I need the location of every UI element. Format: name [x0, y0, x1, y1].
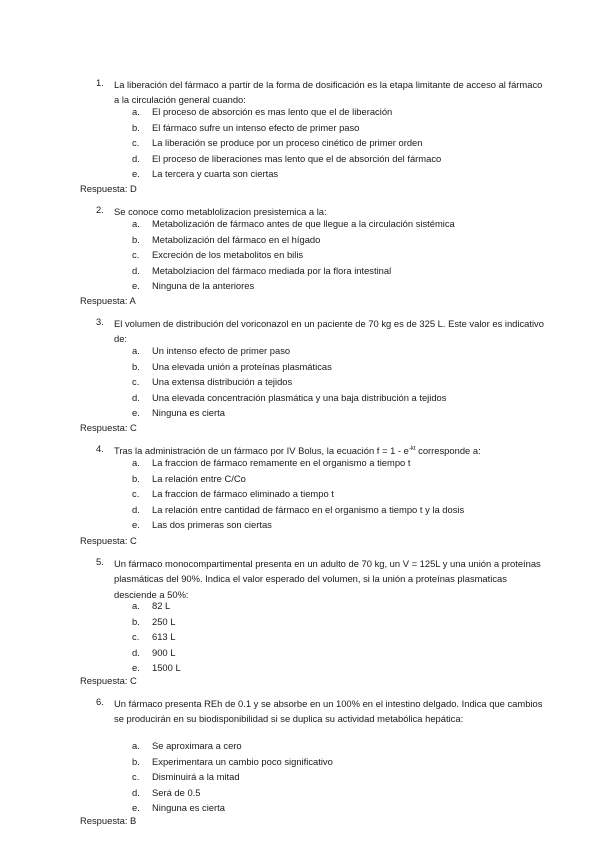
option-text: 1500 L [152, 662, 181, 673]
exponent: -kt [408, 446, 416, 452]
option-a [132, 455, 410, 471]
option-letter: d. [132, 153, 140, 164]
option-text: El fármaco sufre un intenso efecto de primer paso [152, 122, 360, 133]
option-text: La fraccion de fármaco eliminado a tiempo t [152, 488, 334, 499]
option-letter: c. [132, 249, 140, 260]
option-text: Ninguna es cierta [152, 407, 225, 418]
option-c [132, 486, 334, 502]
option-letter: e. [132, 407, 140, 418]
option-letter: b. [132, 616, 140, 627]
option-a [132, 104, 392, 120]
question-text-end: corresponde a: [415, 445, 481, 456]
option-e [132, 660, 181, 676]
option-b [132, 232, 320, 248]
option-text: Experimentara un cambio poco significativo [152, 756, 333, 767]
option-letter: a. [132, 218, 140, 229]
answer-label: Respuesta: [80, 183, 128, 194]
option-text: Metabolización del fármaco en el hígado [152, 234, 321, 245]
option-b [132, 120, 359, 136]
question-text: La liberación del fármaco a partir de la forma de dosificación es la etapa limitante de acceso al fármaco a la circulación general cuando: [114, 79, 543, 106]
option-letter: a. [132, 600, 140, 611]
option-c [132, 629, 175, 645]
option-letter: c. [132, 488, 140, 499]
option-letter: d. [132, 392, 140, 403]
option-text: Las dos primeras son ciertas [152, 519, 272, 530]
question-text: El volumen de distribución del voriconazol en un paciente de 70 kg es de 325 L. Este valor es indicativo de: [114, 318, 544, 345]
option-letter: d. [132, 504, 140, 515]
option-text: Una elevada concentración plasmática y una baja distribución a tejidos [152, 392, 447, 403]
option-b [132, 754, 333, 770]
option-letter: c. [132, 771, 140, 782]
option-text: El proceso de absorción es mas lento que el de liberación [152, 106, 393, 117]
option-text: 250 L [152, 616, 176, 627]
option-letter: b. [132, 122, 140, 133]
answer-label: Respuesta: [80, 535, 128, 546]
question-number: 5. [96, 556, 104, 567]
option-e [132, 517, 272, 533]
option-letter: b. [132, 473, 140, 484]
option-d [132, 390, 446, 406]
option-letter: a. [132, 457, 140, 468]
question-number: 4. [96, 443, 104, 454]
option-text: 900 L [152, 647, 176, 658]
option-text: La liberación se produce por un proceso cinético de primer orden [152, 137, 423, 148]
option-letter: b. [132, 361, 140, 372]
option-text: 613 L [152, 631, 176, 642]
option-a [132, 343, 290, 359]
option-letter: a. [132, 106, 140, 117]
option-letter: d. [132, 647, 140, 658]
question-text: Un fármaco presenta REh de 0.1 y se absorbe en un 100% en el intestino delgado. Indica que cambios se producirán en su biodisponibilidad si se duplica su actividad metabólica hepática: [114, 698, 543, 725]
option-b [132, 359, 332, 375]
option-c [132, 135, 422, 151]
answer-label: Respuesta: [80, 675, 128, 686]
option-text: La fraccion de fármaco remamente en el organismo a tiempo t [152, 457, 411, 468]
option-text: La relación entre cantidad de fármaco en el organismo a tiempo t y la dosis [152, 504, 465, 515]
option-text: Será de 0.5 [152, 787, 201, 798]
option-a [132, 738, 242, 754]
option-b [132, 614, 175, 630]
option-e [132, 405, 225, 421]
answer-value: C [130, 535, 137, 546]
option-c [132, 247, 303, 263]
option-c [132, 769, 240, 785]
option-text: Una elevada unión a proteínas plasmáticas [152, 361, 332, 372]
option-letter: b. [132, 234, 140, 245]
option-letter: d. [132, 265, 140, 276]
option-text: Disminuirá a la mitad [152, 771, 240, 782]
option-b [132, 471, 246, 487]
option-e [132, 278, 254, 294]
option-text: Metabolziacion del fármaco mediada por la flora intestinal [152, 265, 392, 276]
question-text: Se conoce como metablolizacion presistemica a la: [114, 206, 327, 217]
option-d [132, 502, 464, 518]
answer-6 [80, 815, 136, 827]
option-letter: c. [132, 137, 140, 148]
option-letter: a. [132, 345, 140, 356]
option-c [132, 374, 292, 390]
answer-value: D [130, 183, 137, 194]
option-e [132, 800, 225, 816]
option-text: 82 L [152, 600, 171, 611]
answer-2 [80, 295, 136, 307]
option-text: Un intenso efecto de primer paso [152, 345, 291, 356]
answer-4 [80, 535, 137, 547]
option-letter: e. [132, 519, 140, 530]
option-d [132, 785, 200, 801]
question-number: 1. [96, 77, 104, 88]
option-text: El proceso de liberaciones mas lento que el de absorción del fármaco [152, 153, 442, 164]
option-letter: d. [132, 787, 140, 798]
answer-value: B [130, 815, 137, 826]
question-number: 3. [96, 316, 104, 327]
option-text: Excreción de los metabolitos en bilis [152, 249, 304, 260]
answer-label: Respuesta: [80, 422, 128, 433]
option-a [132, 216, 455, 232]
answer-value: C [130, 675, 137, 686]
option-text: Se aproximara a cero [152, 740, 242, 751]
option-text: Ninguna de la anteriores [152, 280, 255, 291]
option-letter: e. [132, 662, 140, 673]
option-text: La relación entre C/Co [152, 473, 246, 484]
answer-3 [80, 422, 137, 434]
option-text: La tercera y cuarta son ciertas [152, 168, 279, 179]
option-letter: c. [132, 631, 140, 642]
option-letter: a. [132, 740, 140, 751]
answer-value: A [129, 295, 136, 306]
option-letter: e. [132, 168, 140, 179]
option-e [132, 166, 278, 182]
option-text: Metabolización de fármaco antes de que llegue a la circulación sistémica [152, 218, 455, 229]
option-text: Ninguna es cierta [152, 802, 225, 813]
question-number: 2. [96, 204, 104, 215]
option-letter: b. [132, 756, 140, 767]
option-letter: e. [132, 802, 140, 813]
answer-label: Respuesta: [80, 815, 128, 826]
option-text: Una extensa distribución a tejidos [152, 376, 293, 387]
question-number: 6. [96, 696, 104, 707]
question-text: Un fármaco monocompartimental presenta en un adulto de 70 kg, un V = 125L y una unión a proteínas plasmáticas del 90%. Indica el valor esperado del volumen, si la unión a proteínas plasmaticas desciende a 50%: [114, 558, 541, 600]
answer-5 [80, 675, 137, 687]
answer-1 [80, 183, 137, 195]
question-text-main: Tras la administración de un fármaco por IV Bolus, la ecuación f = 1 - e [114, 445, 409, 456]
option-d [132, 151, 441, 167]
option-a [132, 598, 170, 614]
option-d [132, 645, 175, 661]
option-letter: c. [132, 376, 140, 387]
answer-label: Respuesta: [80, 295, 128, 306]
option-d [132, 263, 391, 279]
answer-value: C [130, 422, 137, 433]
option-letter: e. [132, 280, 140, 291]
